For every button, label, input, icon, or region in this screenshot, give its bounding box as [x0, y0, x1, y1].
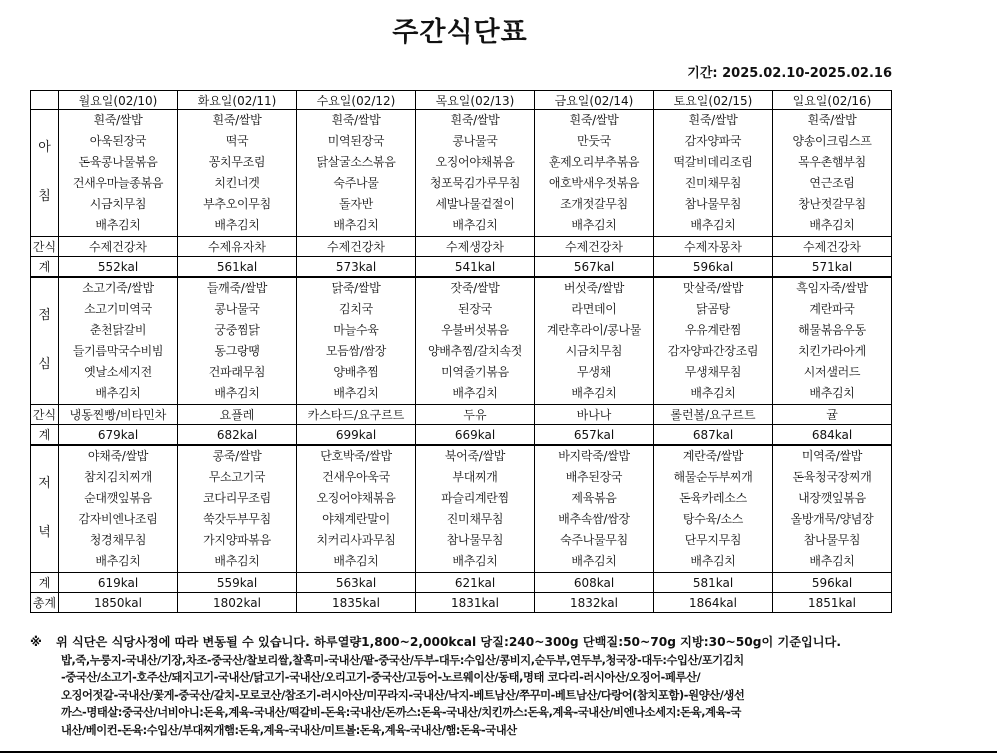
breakfast-calorie-row-cell: 541kal [416, 257, 535, 278]
menu-item: 무생채무침 [684, 365, 742, 379]
day-header-row [31, 91, 892, 110]
menu-item: 배추김치 [690, 554, 736, 568]
menu-item: 소고기미역국 [84, 302, 152, 316]
menu-item: 돈육카레소스 [679, 491, 747, 505]
menu-item: 배추김치 [452, 386, 498, 400]
menu-item: 흰죽/쌀밥 [688, 113, 738, 127]
day-header: 금요일(02/14) [535, 91, 654, 110]
total-calorie-row-cell: 1864kal [654, 593, 773, 613]
menu-item: 배추김치 [214, 218, 260, 232]
menu-item: 버섯죽/쌀밥 [563, 281, 625, 295]
weekly-menu-table [30, 90, 892, 613]
menu-item: 감자비엔나조림 [78, 512, 158, 526]
menu-item: 맛살죽/쌀밥 [682, 281, 744, 295]
menu-item: 북어죽/쌀밥 [444, 449, 506, 463]
menu-item: 창난젓갈무침 [798, 197, 866, 211]
menu-item: 흰죽/쌀밥 [93, 113, 143, 127]
menu-item: 치커리사과무침 [316, 533, 396, 547]
breakfast-calorie-row-label: 계 [31, 257, 59, 278]
breakfast-snack-row-cell: 수제생강차 [416, 237, 535, 257]
menu-item: 아욱된장국 [89, 134, 147, 148]
lunch-menu-cell [654, 277, 773, 405]
lunch-calorie-row-cell: 657kal [535, 425, 654, 446]
dinner-calorie-row-cell: 563kal [297, 573, 416, 593]
menu-item: 배추김치 [809, 386, 855, 400]
lunch-calorie-row-cell: 687kal [654, 425, 773, 446]
menu-item: 춘천닭갈비 [89, 323, 147, 337]
menu-item: 우유계란찜 [684, 323, 742, 337]
lunch-label: 점 심 [31, 277, 59, 405]
menu-item: 흰죽/쌀밥 [212, 113, 262, 127]
lunch-snack-row-label: 간식 [31, 405, 59, 425]
menu-item: 배추김치 [452, 218, 498, 232]
day-header: 토요일(02/15) [654, 91, 773, 110]
menu-item: 옛날소세지전 [84, 365, 152, 379]
lunch-calorie-row-cell: 679kal [59, 425, 178, 446]
breakfast-snack-row-cell: 수제건강차 [535, 237, 654, 257]
bottom-rule [0, 751, 997, 753]
menu-item: 콩죽/쌀밥 [212, 449, 262, 463]
menu-item: 배추김치 [95, 554, 141, 568]
menu-item: 가지양파볶음 [203, 533, 271, 547]
menu-item: 해물순두부찌개 [673, 470, 753, 484]
dinner-calorie-row-cell: 621kal [416, 573, 535, 593]
menu-item: 야채계란말이 [322, 512, 390, 526]
breakfast-menu-cell [535, 110, 654, 237]
menu-item: 배추김치 [214, 386, 260, 400]
menu-item: 배추김치 [333, 218, 379, 232]
note-line: 오징어젓갈-국내산/꽃게-중국산/갈치-모로코산/참조기-러시아산/미꾸라지-국내산/낙지-베트남산/쭈꾸미-베트남산/다랑어(참치포함)-원양산/생선 [61, 688, 745, 702]
total-calorie-row-cell: 1802kal [178, 593, 297, 613]
menu-item: 돈육청국장찌개 [792, 470, 872, 484]
dinner-menu-cell [773, 445, 892, 573]
menu-item: 오징어야채볶음 [316, 491, 396, 505]
menu-item: 미역줄기볶음 [441, 365, 509, 379]
menu-item: 파슬리계란찜 [441, 491, 509, 505]
breakfast-menu-cell [654, 110, 773, 237]
lunch-menu-cell [178, 277, 297, 405]
menu-item: 배추김치 [690, 218, 736, 232]
dinner-row [31, 445, 892, 573]
menu-item: 건파래무침 [208, 365, 266, 379]
origin-info [30, 652, 890, 740]
total-calorie-row-cell: 1850kal [59, 593, 178, 613]
breakfast-calorie-row-cell: 573kal [297, 257, 416, 278]
breakfast-snack-row-cell: 수제자몽차 [654, 237, 773, 257]
menu-item: 목우촌햄부침 [798, 155, 866, 169]
corner-cell [31, 91, 59, 110]
menu-item: 양송이크림스프 [792, 134, 872, 148]
lunch-menu-cell [297, 277, 416, 405]
lunch-snack-row-cell: 카스타드/요구르트 [297, 405, 416, 425]
menu-item: 숙주나물무침 [560, 533, 628, 547]
menu-item: 모듬쌈/쌈장 [325, 344, 387, 358]
breakfast-menu-cell [59, 110, 178, 237]
dinner-calorie-row-cell: 596kal [773, 573, 892, 593]
menu-item: 닭살굴소스볶음 [316, 155, 396, 169]
menu-item: 참치김치찌개 [84, 470, 152, 484]
breakfast-calorie-row-cell: 552kal [59, 257, 178, 278]
page-title: 주간식단표 [392, 17, 528, 48]
dinner-menu-cell [178, 445, 297, 573]
menu-item: 콩나물국 [214, 302, 260, 316]
note-mark: ※ [30, 635, 42, 649]
lunch-menu-cell [773, 277, 892, 405]
breakfast-snack-row-cell: 수제건강차 [297, 237, 416, 257]
menu-item: 미역된장국 [327, 134, 385, 148]
menu-item: 건새우아욱국 [322, 470, 390, 484]
menu-item: 단호박죽/쌀밥 [320, 449, 392, 463]
menu-item: 시저샐러드 [803, 365, 861, 379]
lunch-calorie-row-label: 계 [31, 425, 59, 446]
menu-item: 돌자반 [339, 197, 373, 211]
menu-item: 닭곰탕 [696, 302, 730, 316]
menu-item: 해물볶음우동 [798, 323, 866, 337]
lunch-snack-row-cell: 냉동찐빵/비타민차 [59, 405, 178, 425]
menu-item: 청경채무침 [89, 533, 147, 547]
menu-item: 만둣국 [577, 134, 611, 148]
day-header: 수요일(02/12) [297, 91, 416, 110]
menu-item: 내장깻잎볶음 [798, 491, 866, 505]
menu-item: 흑임자죽/쌀밥 [796, 281, 868, 295]
menu-item: 잣죽/쌀밥 [450, 281, 500, 295]
menu-item: 계란후라이/콩나물 [546, 323, 642, 337]
lunch-calorie-row [31, 425, 892, 446]
note-line: 밥,죽,누룽지-국내산/기장,차조-중국산/찰보리쌀,찰흑미-국내산/팥-중국산/두부-대두:수입산/콩비지,순두부,연두부,청국장-대두:수입산/포기김치 [61, 653, 744, 667]
lunch-menu-cell [416, 277, 535, 405]
breakfast-label: 아 침 [31, 110, 59, 237]
breakfast-snack-row-cell: 수제건강차 [773, 237, 892, 257]
menu-item: 시금치무침 [89, 197, 147, 211]
menu-item: 배추김치 [571, 554, 617, 568]
note-line: 내산/베이컨-돈육:수입산/부대찌개햄:돈육,계육-국내산/미트볼:돈육,계육-국내산/햄:돈육-국내산 [61, 723, 517, 737]
dinner-menu-cell [416, 445, 535, 573]
lunch-snack-row-cell: 두유 [416, 405, 535, 425]
day-header: 화요일(02/11) [178, 91, 297, 110]
menu-item: 콩나물국 [452, 134, 498, 148]
dinner-calorie-row-cell: 581kal [654, 573, 773, 593]
menu-item: 숙주나물 [333, 176, 379, 190]
menu-item: 흰죽/쌀밥 [569, 113, 619, 127]
breakfast-calorie-row-cell: 571kal [773, 257, 892, 278]
menu-item: 단무지무침 [684, 533, 742, 547]
breakfast-menu-cell [178, 110, 297, 237]
menu-item: 양배추찜/갈치속젓 [427, 344, 523, 358]
menu-item: 무소고기국 [208, 470, 266, 484]
menu-item: 된장국 [458, 302, 492, 316]
menu-item: 치킨너겟 [214, 176, 260, 190]
dinner-menu-cell [297, 445, 416, 573]
menu-item: 세발나물겉절이 [435, 197, 515, 211]
menu-item: 미역죽/쌀밥 [801, 449, 863, 463]
note-line: 까스-명태살:중국산/너비아니:돈육,계육-국내산/떡갈비-돈육:국내산/돈까스:돈육-국내산/치킨까스:돈육,계육-국내산/비엔나소세지:돈육,계육-국 [61, 706, 741, 719]
day-header: 일요일(02/16) [773, 91, 892, 110]
menu-item: 배추속쌈/쌈장 [558, 512, 630, 526]
menu-item: 배추김치 [95, 218, 141, 232]
dinner-calorie-row-label: 계 [31, 573, 59, 593]
menu-item: 코다리무조림 [203, 491, 271, 505]
lunch-calorie-row-cell: 684kal [773, 425, 892, 446]
menu-item: 올방개묵/양념장 [790, 512, 874, 526]
notes-section [30, 634, 890, 739]
menu-item: 참나물무침 [446, 533, 504, 547]
menu-item: 떡국 [225, 134, 249, 148]
menu-item: 배추김치 [571, 386, 617, 400]
total-calorie-row-cell: 1835kal [297, 593, 416, 613]
menu-item: 동그랑땡 [214, 344, 260, 358]
menu-item: 시금치무침 [565, 344, 623, 358]
lunch-snack-row-cell: 귤 [773, 405, 892, 425]
dinner-menu-cell [535, 445, 654, 573]
menu-item: 쑥갓두부무침 [203, 512, 271, 526]
menu-item: 청포묵김가루무침 [429, 176, 521, 190]
menu-item: 계란죽/쌀밥 [682, 449, 744, 463]
lunch-row [31, 277, 892, 405]
menu-item: 떡갈비데리조림 [673, 155, 753, 169]
total-calorie-row-label: 총계 [31, 593, 59, 613]
note-headline: 위 식단은 식당사정에 따라 변동될 수 있습니다. 하루열량1,800~2,000kcal 당질:240~300g 단백질:50~70g 지방:30~50g이 기준입니다. [56, 635, 841, 649]
menu-item: 흰죽/쌀밥 [450, 113, 500, 127]
menu-item: 애호박새우젓볶음 [548, 176, 640, 190]
menu-item: 들기름막국수비빔 [72, 344, 164, 358]
breakfast-menu-cell [297, 110, 416, 237]
menu-item: 훈제오리부추볶음 [548, 155, 640, 169]
menu-item: 배추김치 [809, 218, 855, 232]
menu-item: 야채죽/쌀밥 [87, 449, 149, 463]
menu-item: 우불버섯볶음 [441, 323, 509, 337]
lunch-snack-row-cell: 바나나 [535, 405, 654, 425]
menu-item: 배추된장국 [565, 470, 623, 484]
menu-item: 치킨가라아게 [798, 344, 866, 358]
breakfast-calorie-row-cell: 567kal [535, 257, 654, 278]
lunch-calorie-row-cell: 699kal [297, 425, 416, 446]
breakfast-snack-row [31, 237, 892, 257]
dinner-menu-cell [654, 445, 773, 573]
menu-item: 진미채무침 [446, 512, 504, 526]
breakfast-calorie-row-cell: 596kal [654, 257, 773, 278]
total-calorie-row-cell: 1851kal [773, 593, 892, 613]
menu-item: 양배추찜 [333, 365, 379, 379]
dinner-calorie-row [31, 573, 892, 593]
menu-item: 흰죽/쌀밥 [331, 113, 381, 127]
menu-item: 닭죽/쌀밥 [331, 281, 381, 295]
lunch-menu-cell [59, 277, 178, 405]
breakfast-calorie-row [31, 257, 892, 278]
menu-item: 배추김치 [571, 218, 617, 232]
menu-item: 배추김치 [214, 554, 260, 568]
lunch-menu-cell [535, 277, 654, 405]
breakfast-snack-row-cell: 수제유자차 [178, 237, 297, 257]
menu-item: 배추김치 [333, 386, 379, 400]
total-calorie-row [31, 593, 892, 613]
dinner-calorie-row-cell: 559kal [178, 573, 297, 593]
menu-item: 돈육콩나물볶음 [78, 155, 158, 169]
menu-item: 흰죽/쌀밥 [807, 113, 857, 127]
menu-item: 순대깻잎볶음 [84, 491, 152, 505]
menu-item: 궁중찜닭 [214, 323, 260, 337]
lunch-snack-row-cell: 롤런볼/요구르트 [654, 405, 773, 425]
menu-period: 기간: 2025.02.10-2025.02.16 [687, 66, 892, 81]
menu-item: 제육볶음 [571, 491, 617, 505]
menu-item: 오징어야채볶음 [435, 155, 515, 169]
total-calorie-row-cell: 1831kal [416, 593, 535, 613]
menu-item: 건새우마늘종볶음 [72, 176, 164, 190]
menu-item: 마늘수육 [333, 323, 379, 337]
menu-item: 감자양파국 [684, 134, 742, 148]
breakfast-calorie-row-cell: 561kal [178, 257, 297, 278]
menu-item: 소고기죽/쌀밥 [82, 281, 154, 295]
menu-item: 김치국 [339, 302, 373, 316]
menu-item: 조개젓갈무침 [560, 197, 628, 211]
menu-item: 진미채무침 [684, 176, 742, 190]
menu-item: 라면데이 [571, 302, 617, 316]
menu-item: 부추오이무침 [203, 197, 271, 211]
menu-item: 배추김치 [333, 554, 379, 568]
menu-item: 바지락죽/쌀밥 [558, 449, 630, 463]
menu-item: 탕수육/소스 [682, 512, 744, 526]
lunch-calorie-row-cell: 669kal [416, 425, 535, 446]
breakfast-menu-cell [773, 110, 892, 237]
breakfast-snack-row-label: 간식 [31, 237, 59, 257]
breakfast-snack-row-cell: 수제건강차 [59, 237, 178, 257]
lunch-snack-row [31, 405, 892, 425]
menu-item: 감자양파간장조림 [667, 344, 759, 358]
note-line: -중국산/소고기-호주산/돼지고기-국내산/닭고기-국내산/오리고기-중국산/고등어-노르웨이산/동태,명태 코다리-러시아산/오징어-페루산/ [61, 671, 701, 684]
dinner-menu-cell [59, 445, 178, 573]
day-header: 목요일(02/13) [416, 91, 535, 110]
menu-item: 무생채 [577, 365, 611, 379]
lunch-calorie-row-cell: 682kal [178, 425, 297, 446]
lunch-snack-row-cell: 요플레 [178, 405, 297, 425]
menu-item: 배추김치 [452, 554, 498, 568]
menu-item: 배추김치 [809, 554, 855, 568]
menu-item: 배추김치 [690, 386, 736, 400]
menu-item: 들깨죽/쌀밥 [206, 281, 268, 295]
menu-item: 계란파국 [809, 302, 855, 316]
menu-item: 꽁치무조림 [208, 155, 266, 169]
total-calorie-row-cell: 1832kal [535, 593, 654, 613]
dinner-calorie-row-cell: 608kal [535, 573, 654, 593]
menu-item: 연근조림 [809, 176, 855, 190]
menu-item: 참나물무침 [803, 533, 861, 547]
day-header: 월요일(02/10) [59, 91, 178, 110]
menu-item: 부대찌개 [452, 470, 498, 484]
dinner-calorie-row-cell: 619kal [59, 573, 178, 593]
menu-item: 배추김치 [95, 386, 141, 400]
breakfast-menu-cell [416, 110, 535, 237]
menu-item: 참나물무침 [684, 197, 742, 211]
dinner-label: 저 녁 [31, 445, 59, 573]
breakfast-row [31, 110, 892, 237]
